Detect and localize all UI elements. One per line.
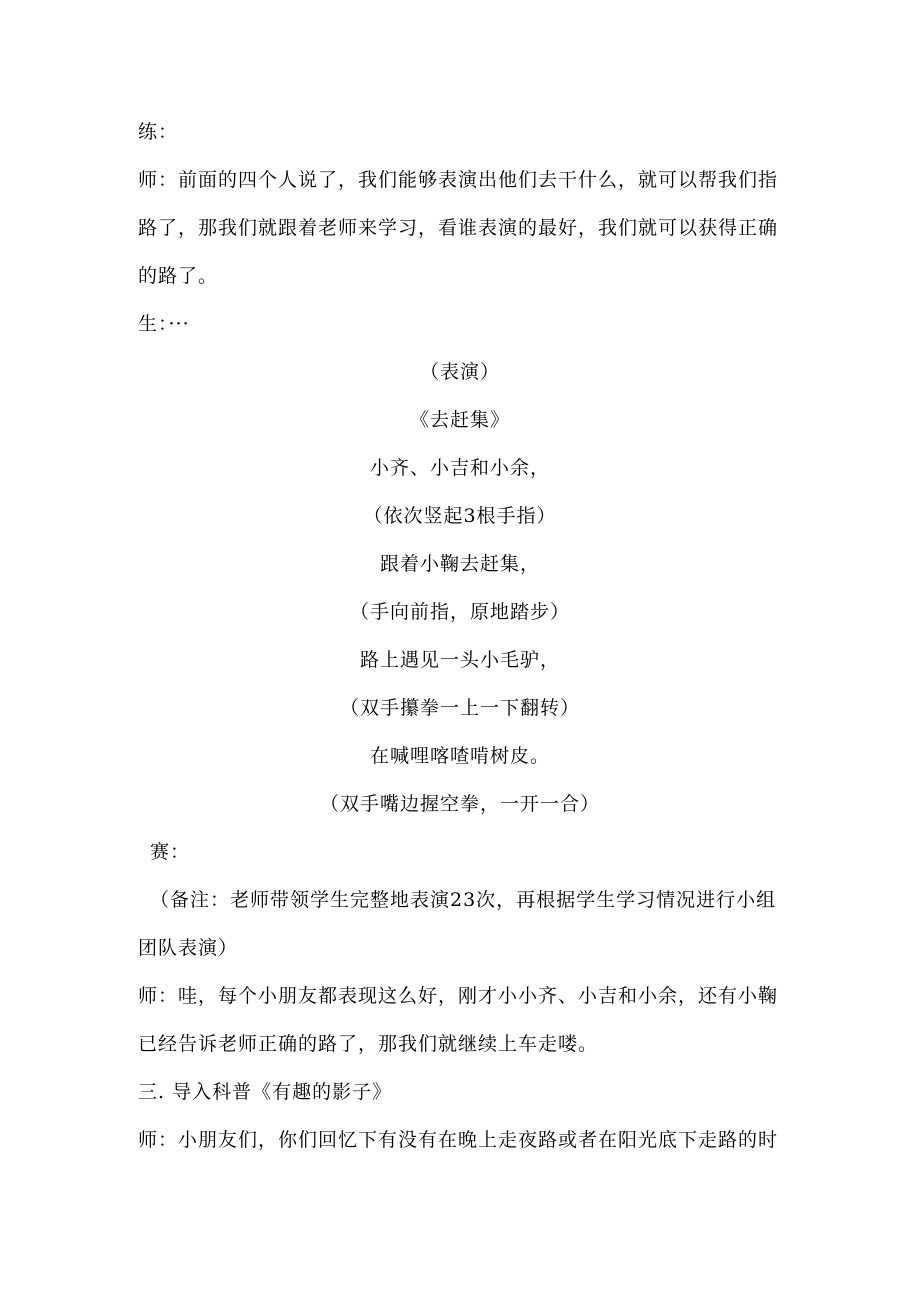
poem-line-2: 跟着小鞠去赶集， [379, 553, 540, 575]
poem-line-1: 小齐、小吉和小余， [369, 457, 550, 479]
poem-action-3: （双手攥拳一上一下翻转） [339, 697, 580, 719]
paragraph-line-note-a: （备注：老师带领学生完整地表演23次，再根据学生学习情况进行小组 [150, 889, 777, 911]
paragraph-line-note-b: 团队表演） [138, 937, 239, 959]
paragraph-line-student: 生：··· [138, 313, 190, 335]
paragraph-line-practice: 练： [138, 121, 179, 143]
poem-title: 《去赶集》 [409, 409, 510, 431]
paragraph-line-teacher-1b: 路了，那我们就跟着老师来学习，看谁表演的最好，我们就可以获得正确 [138, 217, 779, 239]
section-heading-shadows: 三. 导入科普《有趣的影子》 [138, 1081, 393, 1103]
paragraph-line-teacher-2a: 师：哇，每个小朋友都表现这么好，刚才小小齐、小吉和小余，还有小鞠 [138, 985, 779, 1007]
paragraph-line-teacher-1c: 的路了。 [138, 265, 219, 287]
poem-action-4: （双手嘴边握空拳，一开一合） [319, 793, 600, 815]
paragraph-line-teacher-1a: 师：前面的四个人说了，我们能够表演出他们去干什么，就可以帮我们指 [138, 169, 779, 191]
poem-action-1: （依次竖起3根手指） [363, 505, 557, 527]
poem-line-3: 路上遇见一头小毛驴， [359, 649, 560, 671]
poem-line-4: 在喊哩喀喳啃树皮。 [369, 745, 550, 767]
paragraph-line-competition: 赛： [150, 841, 191, 863]
paragraph-line-teacher-3a: 师：小朋友们，你们回忆下有没有在晚上走夜路或者在阳光底下走路的时 [138, 1129, 779, 1151]
paragraph-line-teacher-2b: 已经告诉老师正确的路了，那我们就继续上车走喽。 [138, 1033, 599, 1055]
poem-line-performance: （表演） [419, 361, 500, 383]
poem-action-2: （手向前指，原地踏步） [349, 601, 570, 623]
